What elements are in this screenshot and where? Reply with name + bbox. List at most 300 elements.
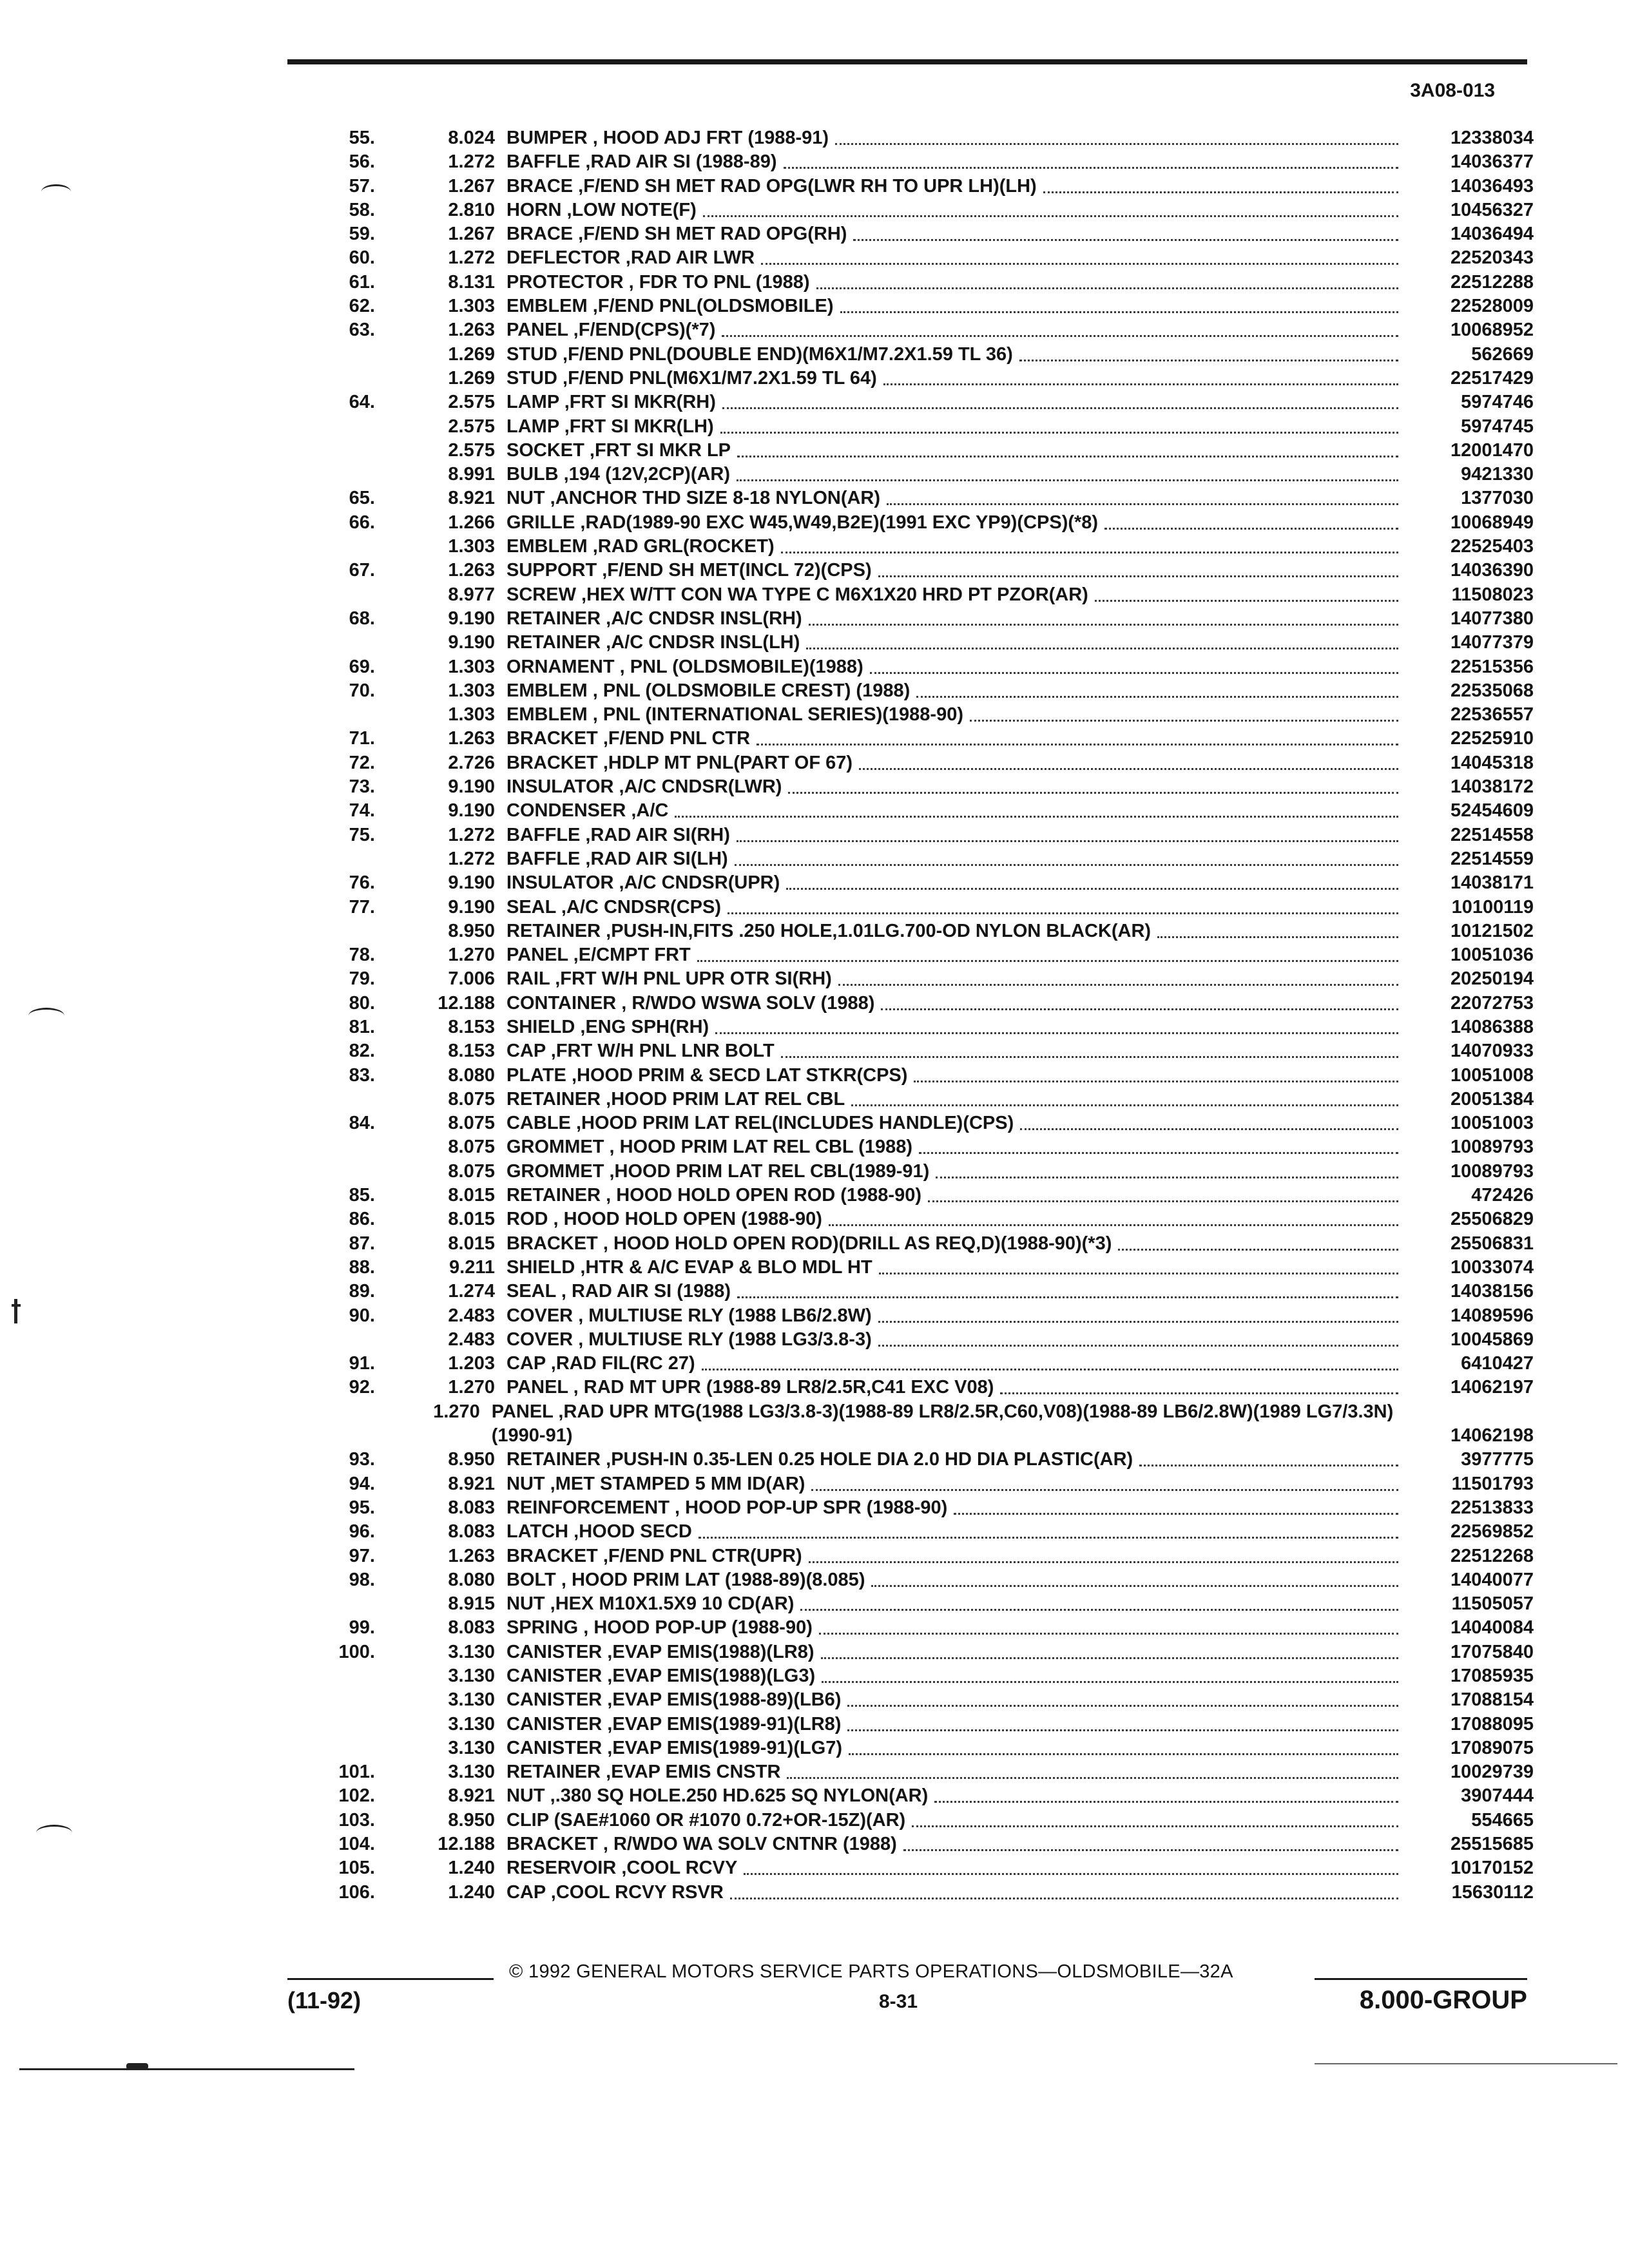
part-row <box>284 1568 1534 1592</box>
item-number: 88. <box>349 1256 375 1278</box>
part-name: BRACE <box>506 175 574 197</box>
item-number: 69. <box>349 656 375 677</box>
dot-leader <box>822 1664 1398 1683</box>
part-description <box>506 799 1405 823</box>
part-name: RESERVOIR <box>506 1858 617 1879</box>
part-name: LATCH <box>506 1521 569 1542</box>
part-number: 554665 <box>1471 1809 1534 1831</box>
part-qualifier: ,RAD FIL(RC 27) <box>545 1353 695 1374</box>
part-qualifier: ,PUSH-IN 0.35-LEN 0.25 HOLE DIA 2.0 HD DIA PLASTIC(AR) <box>601 1449 1133 1470</box>
part-number: 10051008 <box>1450 1064 1534 1086</box>
part-number: 22569852 <box>1450 1521 1534 1542</box>
part-name: COVER <box>506 1305 574 1326</box>
part-description <box>506 175 1405 198</box>
group-number: 9.190 <box>448 896 495 918</box>
group-number: 8.921 <box>448 1785 495 1807</box>
part-name: CONDENSER <box>506 800 626 822</box>
group-number: 1.303 <box>448 704 495 726</box>
part-row <box>284 463 1534 486</box>
part-qualifier: ,HOOD PRIM LAT REL CBL(1989-91) <box>604 1160 930 1182</box>
part-description <box>506 1640 1405 1664</box>
part-description <box>506 1809 1405 1832</box>
item-number: 90. <box>349 1305 375 1326</box>
part-number: 12001470 <box>1450 439 1534 461</box>
group-number: 1.240 <box>448 1881 495 1903</box>
part-row <box>284 271 1534 294</box>
part-number: 10089793 <box>1450 1160 1534 1182</box>
part-description <box>506 919 1405 943</box>
part-row <box>284 1376 1534 1399</box>
part-qualifier: ,HOOD PRIM & SECD LAT STKR(CPS) <box>566 1064 908 1086</box>
part-description <box>506 967 1405 991</box>
part-qualifier: ,COOL RCVY <box>616 1858 738 1879</box>
part-row <box>284 1472 1534 1496</box>
part-description <box>506 823 1405 847</box>
part-number: 22525910 <box>1450 728 1534 749</box>
dot-leader <box>838 967 1398 986</box>
part-description <box>506 631 1405 655</box>
part-name: BAFFLE <box>506 151 581 173</box>
part-qualifier: ,A/C CNDSR(LWR) <box>613 776 782 798</box>
item-number: 83. <box>349 1064 375 1086</box>
dot-leader <box>737 463 1398 481</box>
part-row <box>284 511 1534 535</box>
part-qualifier: , HOOD HOLD OPEN ROD (1988-90) <box>601 1185 922 1206</box>
part-qualifier: , PNL (OLDSMOBILE)(1988) <box>614 656 863 677</box>
dot-leader <box>722 318 1398 337</box>
part-number: 10068949 <box>1450 512 1534 533</box>
dot-leader <box>788 775 1398 794</box>
part-row <box>284 799 1534 823</box>
item-number: 72. <box>349 752 375 773</box>
dot-leader <box>675 799 1398 818</box>
part-number: 14077380 <box>1450 608 1534 629</box>
part-row <box>284 631 1534 655</box>
part-description <box>506 1856 1405 1880</box>
group-number: 9.190 <box>448 632 495 653</box>
item-number: 97. <box>349 1545 375 1566</box>
group-number: 8.950 <box>448 1449 495 1470</box>
part-qualifier: ,E/CMPT FRT <box>568 945 691 966</box>
part-number: 14036390 <box>1450 560 1534 581</box>
dot-leader <box>809 1544 1398 1563</box>
dot-leader <box>697 943 1398 962</box>
dot-leader <box>821 1640 1398 1659</box>
part-name: PANEL <box>506 945 568 966</box>
part-qualifier: ,RAD AIR SI(LH) <box>580 848 728 869</box>
part-row <box>284 847 1534 871</box>
part-description <box>506 1304 1405 1328</box>
part-description <box>506 655 1405 679</box>
part-row <box>284 559 1534 582</box>
item-number: 106. <box>338 1881 375 1903</box>
part-row <box>284 1688 1534 1712</box>
part-description <box>506 1160 1405 1184</box>
part-name: CAP <box>506 1881 546 1903</box>
dot-leader <box>914 1064 1398 1082</box>
part-number: 20250194 <box>1450 968 1534 990</box>
part-name: STUD <box>506 343 557 365</box>
part-number: 12338034 <box>1450 128 1534 148</box>
part-number: 10068952 <box>1450 320 1534 341</box>
item-number: 85. <box>349 1185 375 1206</box>
scan-artifact <box>41 184 71 199</box>
part-qualifier: (SAE#1060 OR #1070 0.72+OR-15Z)(AR) <box>548 1809 906 1831</box>
part-qualifier: ,RAD UPR MTG(1988 LG3/3.8-3)(1988-89 LR8/2.5R,C60,V08)(1988-89 LB6/2.8W)(1989 LG7/3.3N)(1990-91) <box>491 1401 1394 1446</box>
dot-leader <box>728 896 1398 914</box>
dot-leader <box>811 1472 1398 1491</box>
part-qualifier: ,HOOD PRIM LAT REL CBL <box>601 1088 845 1110</box>
group-number: 9.190 <box>448 608 495 629</box>
part-row <box>284 943 1534 967</box>
part-qualifier: ,HEX M10X1.5X9 10 CD(AR) <box>545 1593 795 1615</box>
part-row <box>284 1232 1534 1256</box>
dot-leader <box>737 439 1398 457</box>
part-description <box>506 1256 1405 1280</box>
part-row <box>284 486 1534 510</box>
group-number: 2.483 <box>448 1329 495 1350</box>
item-number: 62. <box>349 296 375 317</box>
part-description <box>506 1760 1405 1784</box>
part-row <box>284 1448 1534 1472</box>
group-number: 8.015 <box>448 1209 495 1230</box>
part-description <box>506 1784 1405 1808</box>
part-description <box>506 1496 1405 1520</box>
page-number: 8-31 <box>879 1991 918 2012</box>
part-row <box>284 1039 1534 1063</box>
group-number: 1.267 <box>448 224 495 245</box>
dot-leader <box>928 1184 1398 1202</box>
scan-artifact <box>19 2068 354 2070</box>
part-number: 11505057 <box>1451 1593 1534 1615</box>
part-row <box>284 367 1534 390</box>
part-name: EMBLEM <box>506 680 588 701</box>
dot-leader <box>936 1160 1398 1178</box>
part-description <box>506 463 1405 486</box>
dot-leader <box>829 1207 1398 1226</box>
part-row <box>284 1256 1534 1280</box>
group-number: 1.263 <box>448 560 495 581</box>
dot-leader <box>737 1280 1398 1298</box>
part-row <box>284 198 1534 222</box>
group-number: 12.188 <box>438 1834 495 1855</box>
dot-leader <box>878 1304 1398 1323</box>
group-number: 1.270 <box>448 945 495 966</box>
group-number: 3.130 <box>448 1689 495 1711</box>
dot-leader <box>787 1760 1398 1779</box>
part-qualifier: , HOOD HOLD OPEN ROD)(DRILL AS REQ,D)(1988-90)(*3) <box>597 1233 1112 1254</box>
part-qualifier: ,HEX W/TT CON WA TYPE C M6X1X20 HRD PT PZOR(AR) <box>575 584 1088 605</box>
part-description <box>506 1688 1405 1712</box>
item-number: 73. <box>349 776 375 798</box>
part-qualifier: , RAD AIR SI (1988) <box>555 1281 731 1302</box>
parts-list <box>284 126 1534 1905</box>
group-number: 1.267 <box>448 175 495 197</box>
dot-leader <box>859 751 1398 770</box>
item-number: 63. <box>349 320 375 341</box>
part-qualifier: ,F/END SH MET RAD OPG(RH) <box>573 224 847 245</box>
part-description <box>506 1064 1405 1088</box>
part-row <box>284 679 1534 703</box>
group-number: 8.075 <box>448 1137 495 1158</box>
part-name: CANISTER <box>506 1737 602 1758</box>
part-row <box>284 150 1534 174</box>
part-row <box>284 1088 1534 1111</box>
part-qualifier: , MULTIUSE RLY (1988 LG3/3.8-3) <box>573 1329 872 1350</box>
part-qualifier: ,EVAP EMIS(1989-91)(LR8) <box>602 1713 842 1735</box>
part-name: BULB <box>506 464 559 485</box>
group-number: 1.270 <box>433 1401 480 1422</box>
part-qualifier: ,F/END(CPS)(*7) <box>568 320 716 341</box>
dot-leader <box>703 198 1398 217</box>
part-row <box>284 1616 1534 1640</box>
part-row <box>284 415 1534 439</box>
page-code: 3A08-013 <box>1410 80 1495 101</box>
part-name: INSULATOR <box>506 776 614 798</box>
part-name: CANISTER <box>506 1666 602 1686</box>
part-row <box>284 535 1534 559</box>
part-qualifier: ,FRT SI MKR(LH) <box>559 416 714 437</box>
part-number: 22520343 <box>1450 247 1534 269</box>
part-qualifier: ,HDLP MT PNL(PART OF 67) <box>597 752 853 773</box>
item-number: 91. <box>349 1353 375 1374</box>
part-qualifier: ,F/END SH MET(INCL 72)(CPS) <box>597 560 872 581</box>
item-number: 59. <box>349 224 375 245</box>
dot-leader <box>887 486 1398 505</box>
dot-leader <box>735 847 1398 866</box>
group-number: 8.991 <box>448 464 495 485</box>
dot-leader <box>916 679 1398 698</box>
part-number: 10170152 <box>1450 1858 1534 1879</box>
part-description <box>506 1568 1405 1592</box>
part-description <box>506 1232 1405 1256</box>
part-qualifier: ,MET STAMPED 5 MM ID(AR) <box>545 1473 805 1494</box>
part-number: 14040077 <box>1450 1569 1534 1590</box>
part-name: LAMP <box>506 392 559 413</box>
top-rule <box>287 59 1527 64</box>
part-description <box>506 1520 1405 1544</box>
part-description <box>506 871 1405 895</box>
part-qualifier: , PNL (INTERNATIONAL SERIES)(1988-90) <box>587 704 963 726</box>
part-name: SUPPORT <box>506 560 597 581</box>
part-description <box>506 1207 1405 1231</box>
part-qualifier: ,F/END PNL(M6X1/M7.2X1.59 TL 64) <box>557 367 877 389</box>
part-qualifier: ,RAD(1989-90 EXC W45,W49,B2E)(1991 EXC YP9)(CPS)(*8) <box>575 512 1099 533</box>
part-number: 22517429 <box>1450 367 1534 389</box>
part-row <box>284 1832 1534 1856</box>
part-number: 25506831 <box>1450 1233 1534 1254</box>
part-description <box>506 1088 1405 1111</box>
group-number: 1.274 <box>448 1281 495 1302</box>
dot-leader <box>1104 511 1398 530</box>
group-number: 1.303 <box>448 680 495 701</box>
part-number: 14070933 <box>1450 1041 1534 1062</box>
dot-leader <box>781 535 1398 553</box>
item-number: 74. <box>349 800 375 822</box>
part-description <box>506 775 1405 799</box>
dot-leader <box>720 415 1398 434</box>
item-number: 81. <box>349 1016 375 1037</box>
part-row <box>284 1520 1534 1544</box>
part-qualifier: , HOOD ADJ FRT (1988-91) <box>587 128 829 148</box>
part-number: 17088154 <box>1450 1689 1534 1711</box>
part-qualifier: ,F/END SH MET RAD OPG(LWR RH TO UPR LH)(LH) <box>573 175 1037 197</box>
part-name: PLATE <box>506 1064 566 1086</box>
group-label: 8.000-GROUP <box>1359 1986 1527 2014</box>
part-name: RETAINER <box>506 1185 601 1206</box>
part-name: NUT <box>506 488 545 509</box>
part-name: BRACKET <box>506 1834 598 1855</box>
dot-leader <box>761 246 1398 265</box>
group-number: 9.190 <box>448 776 495 798</box>
part-row <box>284 727 1534 751</box>
item-number: 93. <box>349 1449 375 1470</box>
part-number: 6410427 <box>1461 1353 1534 1374</box>
dot-leader <box>878 559 1398 577</box>
part-description <box>506 271 1405 294</box>
part-number: 5974745 <box>1461 416 1534 437</box>
part-qualifier: , PNL (OLDSMOBILE CREST) (1988) <box>587 680 911 701</box>
part-name: LAMP <box>506 416 559 437</box>
item-number: 102. <box>338 1785 375 1807</box>
part-name: SHIELD <box>506 1016 575 1037</box>
part-qualifier: ,A/C <box>626 800 669 822</box>
part-description <box>506 318 1405 342</box>
dot-leader <box>715 1015 1398 1034</box>
part-row <box>284 823 1534 847</box>
part-qualifier: ,EVAP EMIS CNSTR <box>601 1762 781 1783</box>
part-qualifier: , R/WDO WSWA SOLV (1988) <box>616 992 875 1014</box>
item-number: 94. <box>349 1473 375 1494</box>
part-name: EMBLEM <box>506 704 588 726</box>
part-name: DEFLECTOR <box>506 247 621 269</box>
item-number: 92. <box>349 1377 375 1398</box>
item-number: 80. <box>349 992 375 1014</box>
part-qualifier: ,RAD GRL(ROCKET) <box>587 536 775 557</box>
part-row <box>284 992 1534 1015</box>
part-row <box>284 919 1534 943</box>
dot-leader <box>1020 1111 1398 1130</box>
item-number: 103. <box>338 1809 375 1831</box>
group-number: 2.726 <box>448 752 495 773</box>
part-description <box>506 1184 1405 1207</box>
dot-leader <box>784 150 1399 169</box>
part-number: 22514559 <box>1450 848 1534 869</box>
part-name: CONTAINER <box>506 992 617 1014</box>
item-number: 67. <box>349 560 375 581</box>
part-name: RAIL <box>506 968 550 990</box>
group-number: 8.921 <box>448 488 495 509</box>
part-row <box>284 1640 1534 1664</box>
dot-leader <box>919 1135 1398 1154</box>
part-row <box>284 1304 1534 1328</box>
part-row <box>284 1400 1534 1448</box>
part-description <box>506 559 1405 582</box>
group-number: 1.303 <box>448 536 495 557</box>
part-description <box>506 415 1405 439</box>
dot-leader <box>786 871 1398 890</box>
item-number: 104. <box>338 1834 375 1855</box>
dot-leader <box>881 992 1398 1010</box>
item-number: 66. <box>349 512 375 533</box>
part-name: ROD <box>506 1209 548 1230</box>
group-number: 8.015 <box>448 1185 495 1206</box>
part-qualifier: ,HTR & A/C EVAP & BLO MDL HT <box>575 1256 872 1278</box>
part-number: 10121502 <box>1450 920 1534 941</box>
part-number: 10051036 <box>1450 945 1534 966</box>
item-number: 105. <box>338 1858 375 1879</box>
part-description <box>506 535 1405 559</box>
part-name: EMBLEM <box>506 536 588 557</box>
part-row <box>284 1881 1534 1905</box>
part-qualifier: ,ENG SPH(RH) <box>575 1016 709 1037</box>
item-number: 78. <box>349 945 375 966</box>
group-number: 2.810 <box>448 199 495 220</box>
part-number: 15630112 <box>1451 1881 1534 1903</box>
part-number: 14086388 <box>1450 1016 1534 1037</box>
part-name: CAP <box>506 1353 546 1374</box>
part-name: BAFFLE <box>506 848 581 869</box>
part-number: 14038172 <box>1450 776 1534 798</box>
part-description <box>506 1592 1405 1616</box>
part-description <box>506 1472 1405 1496</box>
dot-leader <box>853 222 1398 241</box>
part-row <box>284 1496 1534 1520</box>
part-row <box>284 222 1534 246</box>
part-number: 22072753 <box>1450 992 1534 1014</box>
part-row <box>284 1064 1534 1088</box>
part-number: 14036493 <box>1450 175 1534 197</box>
part-name: ORNAMENT <box>506 656 615 677</box>
group-number: 3.130 <box>448 1762 495 1783</box>
part-description <box>506 150 1405 174</box>
part-description <box>506 1352 1405 1376</box>
part-number: 22513833 <box>1450 1497 1534 1518</box>
group-number: 1.272 <box>448 247 495 269</box>
part-row <box>284 1713 1534 1736</box>
part-row <box>284 583 1534 607</box>
part-row <box>284 703 1534 727</box>
part-number: 52454609 <box>1450 800 1534 822</box>
part-number: 10033074 <box>1450 1256 1534 1278</box>
dot-leader <box>849 1736 1398 1755</box>
part-name: RETAINER <box>506 920 601 941</box>
group-number: 1.303 <box>448 656 495 677</box>
part-description <box>506 992 1405 1015</box>
part-name: PANEL <box>506 1377 568 1398</box>
part-description <box>506 511 1405 535</box>
group-number: 1.303 <box>448 296 495 317</box>
part-row <box>284 246 1534 270</box>
part-row <box>284 967 1534 991</box>
group-number: 8.915 <box>448 1593 495 1615</box>
dot-leader <box>699 1520 1398 1539</box>
part-number: 10089793 <box>1450 1137 1534 1158</box>
part-description <box>506 1376 1405 1399</box>
part-name: INSULATOR <box>506 872 614 894</box>
part-number: 14077379 <box>1450 632 1534 653</box>
group-number: 1.263 <box>448 1545 495 1566</box>
part-number: 17089075 <box>1450 1737 1534 1758</box>
part-number: 14040084 <box>1450 1617 1534 1639</box>
part-description <box>506 583 1405 607</box>
part-row <box>284 1352 1534 1376</box>
item-number: 75. <box>349 824 375 845</box>
dot-leader <box>870 655 1398 674</box>
item-number: 61. <box>349 271 375 293</box>
part-description <box>506 246 1405 270</box>
dot-leader <box>879 1256 1398 1274</box>
